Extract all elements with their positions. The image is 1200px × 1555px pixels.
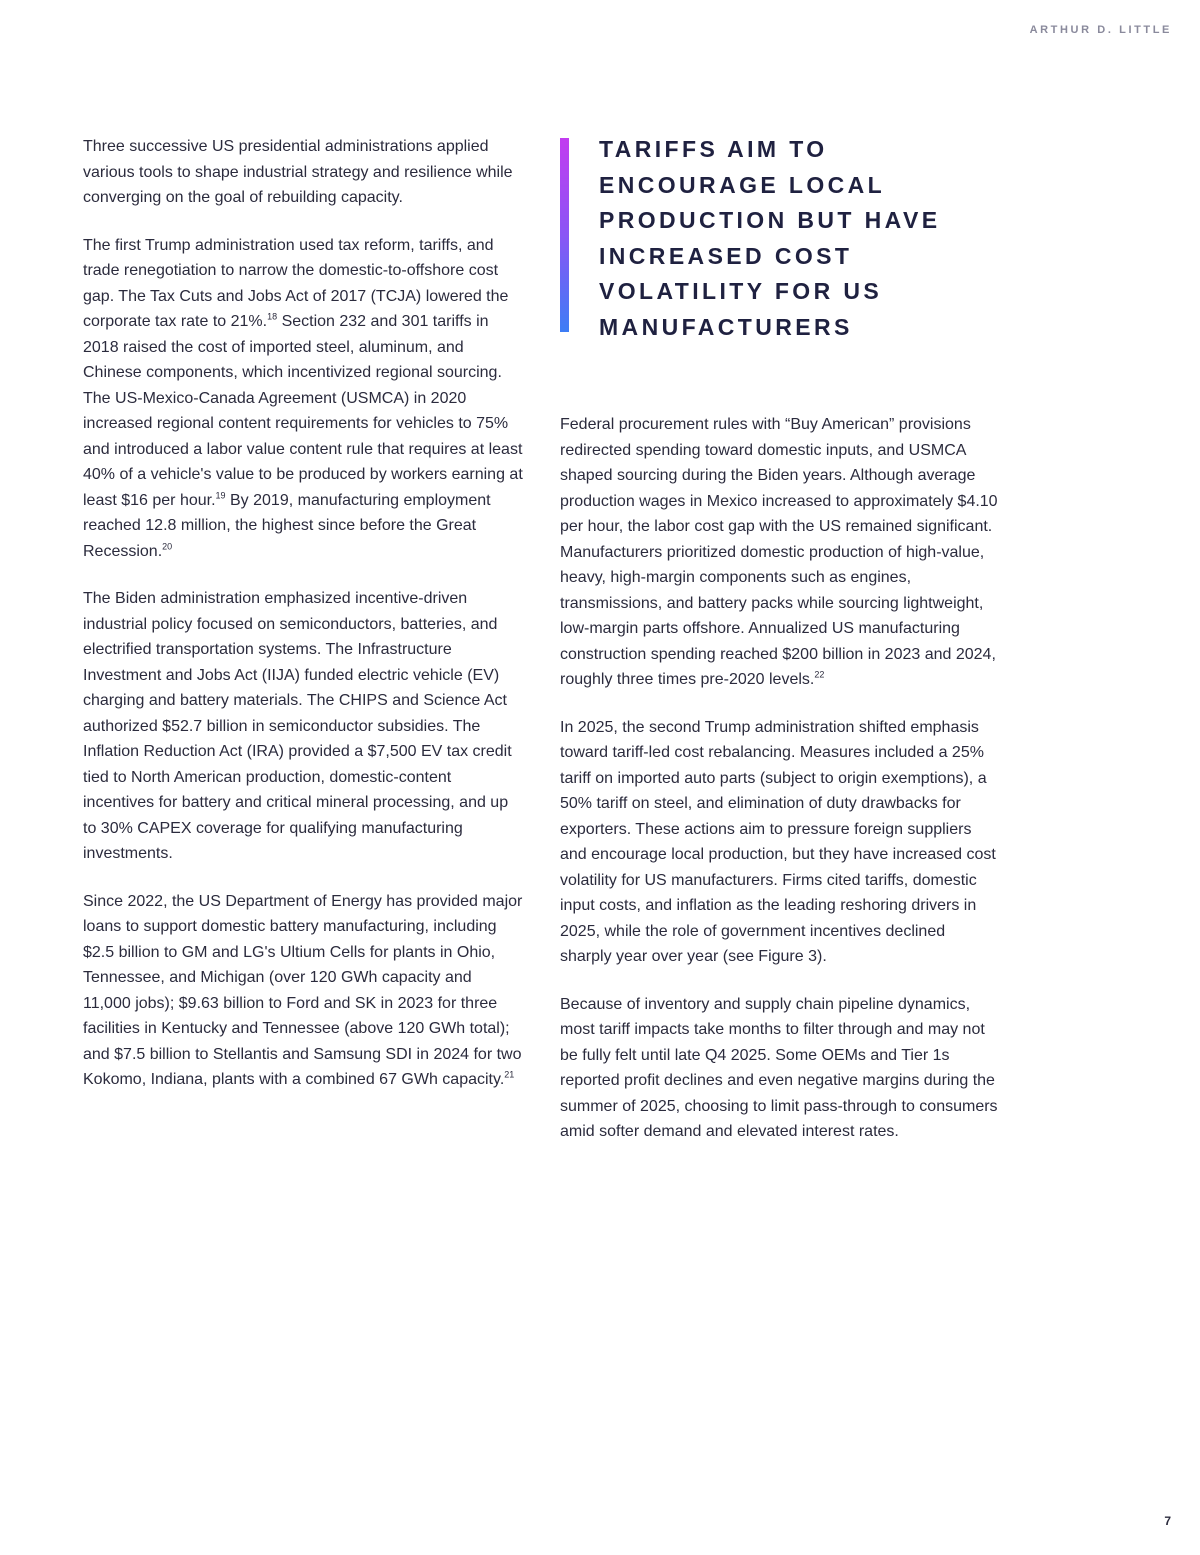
pull-quote: [560, 132, 980, 338]
tariff-impact-paragraph: Because of inventory and supply chain pipeline dynamics, most tariff impacts take months to filter through and may not be fully felt until late Q4 2025. Some OEMs and Tier 1s reported profit declines and even negative margins during the summer of 2025, choosing to limit pass-through to consumers amid softer demand and elevated interest rates.: [560, 995, 998, 1140]
paragraph-text: Federal procurement rules with “Buy American” provisions redirected spending toward domestic inputs, and USMCA shaped sourcing during the Biden years. Although average production wages in Mexico increased to approximately $4.10 per hour, the labor cost gap with the US remained significant. Manufacturers prioritized domestic production of high-value, heavy, high-margin components such as engines, transmissions, and battery packs while sourcing lightweight, low-margin parts offshore. Annualized US manufacturing construction spending reached $200 billion in 2023 and 2024, roughly three times pre-2020 levels.: [560, 416, 998, 688]
brand-header: ARTHUR D. LITTLE: [1029, 24, 1172, 36]
page-number: 7: [1164, 1514, 1171, 1528]
footnote-ref-19: 19: [215, 490, 226, 501]
doe-loans-paragraph: [83, 889, 523, 1093]
footnote-ref-20: 20: [162, 541, 173, 552]
paragraph-text: Since 2022, the US Department of Energy has provided major loans to support domestic battery manufacturing, including $2.5 billion to GM and LG's Ultium Cells for plants in Ohio, Tennessee, and Michigan (over 120 GWh capacity and 11,000 jobs); $9.63 billion to Ford and SK in 2023 for three facilities in Kentucky and Tennessee (above 120 GWh total); and $7.5 billion to Stellantis and Samsung SDI in 2024 for two Kokomo, Indiana, plants with a combined 67 GWh capacity.: [83, 892, 523, 1088]
footnote-ref-21: 21: [504, 1069, 515, 1080]
biden-paragraph: The Biden administration emphasized incentive-driven industrial policy focused on semiconductors, batteries, and electrified transportation systems. The Infrastructure Investment and Jobs Act (IIJA) funded electric vehicle (EV) charging and battery materials. The CHIPS and Science Act authorized $52.7 billion in semiconductor subsidies. The Inflation Reduction Act (IRA) provided a $7,500 EV tax credit tied to North American production, domestic-content incentives for battery and critical mineral processing, and up to 30% CAPEX coverage for qualifying manufacturing investments.: [83, 590, 512, 862]
paragraph-text: By 2019, manufacturing employment reached 12.8 million, the highest since before the Great Recession.: [83, 491, 491, 560]
paragraph-text: The first Trump administration used tax reform, tariffs, and trade renegotiation to narrow the domestic-to-offshore cost gap. The Tax Cuts and Jobs Act of 2017 (TCJA) lowered the corporate tax rate to 21%.: [83, 236, 509, 330]
buy-american-paragraph: [560, 412, 1000, 693]
trump-second-term-paragraph: In 2025, the second Trump administration shifted emphasis toward tariff-led cost rebalancing. Measures included a 25% tariff on imported auto parts (subject to origin exemptions), a 50% tariff on steel, and elimination of duty drawbacks for exporters. These actions aim to pressure foreign suppliers and encourage local production, but they have increased cost volatility for US manufacturers. Firms cited tariffs, domestic input costs, and inflation as the leading reshoring drivers in 2025, while the role of government incentives declined sharply year over year (see Figure 3).: [560, 718, 996, 965]
trump-first-term-paragraph: [83, 233, 523, 565]
footnote-ref-18: 18: [267, 311, 278, 322]
paragraph-text: Section 232 and 301 tariffs in 2018 raised the cost of imported steel, aluminum, and Chinese components, which incentivized regional sourcing. The US-Mexico-Canada Agreement (USMCA) in 2020 increased regional content requirements for vehicles to 75% and introduced a labor value content rule that requires at least 40% of a vehicle's value to be produced by workers earning at least $16 per hour.: [83, 313, 523, 509]
left-column: [83, 134, 523, 1115]
accent-bar: [560, 138, 569, 332]
footnote-ref-22: 22: [814, 669, 825, 680]
intro-paragraph: Three successive US presidential administrations applied various tools to shape industrial strategy and resilience while converging on the goal of rebuilding capacity.: [83, 138, 513, 206]
right-column: [560, 412, 1000, 1167]
pull-quote-text: TARIFFS AIM TO ENCOURAGE LOCAL PRODUCTION BUT HAVE INCREASED COST VOLATILITY FOR US MANUFACTURERS: [599, 136, 941, 340]
